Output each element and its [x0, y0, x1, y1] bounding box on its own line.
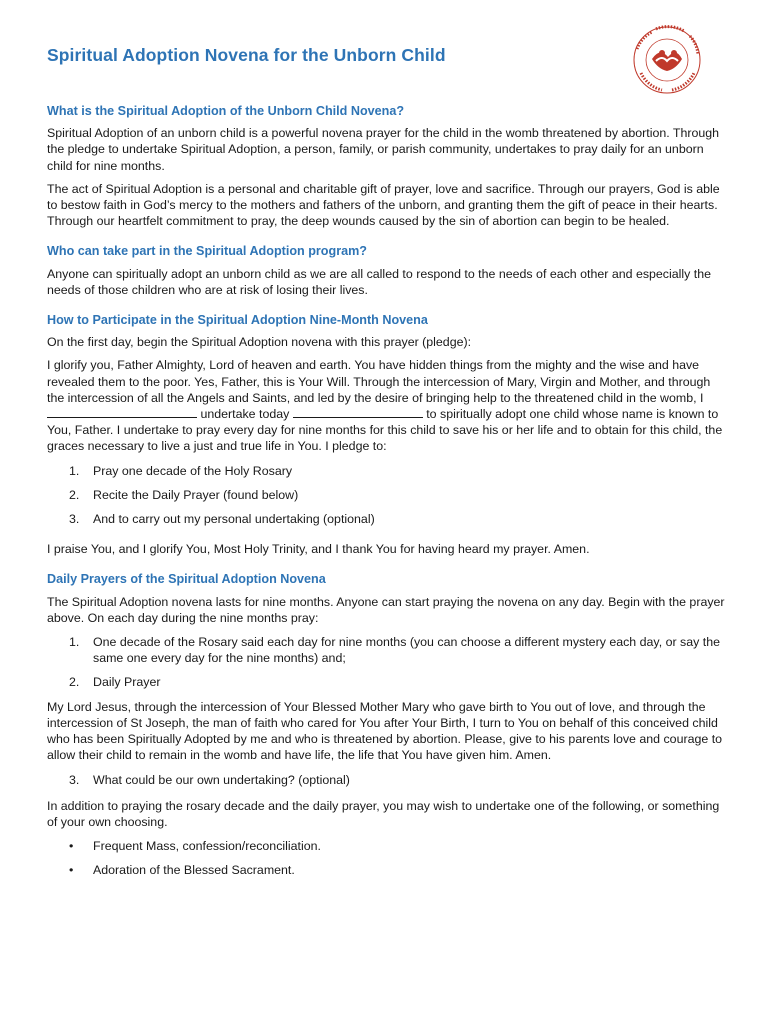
section-heading-what-is: What is the Spiritual Adoption of the Unborn Child Novena?	[47, 104, 405, 118]
pledge-prayer-part-b: undertake today	[200, 407, 290, 422]
list-item: • Frequent Mass, confession/reconciliation.	[69, 839, 321, 854]
pledge-prayer-part-a: I glorify you, Father Almighty, Lord of heaven and earth. You have hidden things from the mighty and the wise and have revealed them to the poor. Yes, Father, this is Your Will. Through the intercession of Mary, Virgin and Mother, and through the intercession of all the Angels and Saints, and led by the desire of bringing help to the threatened child in the womb, I	[47, 358, 711, 405]
list-item: 1. Pray one decade of the Holy Rosary	[69, 463, 293, 478]
section-heading-how-to: How to Participate in the Spiritual Adoption Nine-Month Novena	[47, 313, 428, 328]
paragraph-addition: In addition to praying the rosary decade and the daily prayer, you may wish to undertake one of the following, or something of your own choosing.	[47, 798, 720, 829]
paragraph-definition: Spiritual Adoption of an unborn child is a powerful novena prayer for the child in the womb threatened by abortion. Through the pledge to undertake Spiritual Adoption, a person, family, or parish community, undertakes to pray daily for an unborn child for nine months.	[47, 126, 720, 173]
name-blank-line[interactable]	[47, 406, 197, 418]
paragraph-praise: I praise You, and I glorify You, Most Holy Trinity, and I thank You for having heard my prayer. Amen.	[47, 542, 590, 557]
date-blank-line[interactable]	[293, 406, 423, 418]
list-item: 2. Daily Prayer	[69, 675, 161, 690]
section-heading-who-can: Who can take part in the Spiritual Adoption program?	[47, 244, 367, 259]
pledge-prayer-part-c: to spiritually adopt one child whose name is known to You, Father. I undertake to pray every day for nine months for this child to save his or her life and to obtain for this child, the graces necessary to live a just and true life in You. I pledge to:	[47, 407, 723, 454]
paragraph-gift: The act of Spiritual Adoption is a personal and charitable gift of prayer, love and sacrifice. Through our prayers, God is able to bestow faith in God’s mercy to the mothers and fathers of the unborn, and granting them the gift of peace in their hearts. Through our heartfelt commitment to pray, the deep wounds caused by the sin of abortion can begin to be healed.	[47, 181, 720, 229]
page-title: Spiritual Adoption Novena for the Unborn Child	[47, 45, 446, 65]
pledge-prayer	[47, 357, 727, 454]
daily-list	[47, 634, 727, 691]
document-body	[47, 103, 727, 887]
undertaking-list	[47, 772, 727, 788]
list-item: • Adoration of the Blessed Sacrament.	[69, 863, 295, 878]
paragraph-anyone: Anyone can spiritually adopt an unborn child as we are all called to respond to the needs of each other and especially the needs of those children who are at risk of losing their lives.	[47, 266, 712, 297]
paragraph-novena-duration: The Spiritual Adoption novena lasts for nine months. Anyone can start praying the novena on any day. Begin with the prayer above. On each day during the nine months pray:	[47, 594, 725, 625]
undertaking-bullets	[47, 838, 727, 878]
section-heading-daily-prayers: Daily Prayers of the Spiritual Adoption Novena	[47, 572, 326, 587]
list-item: 3. And to carry out my personal undertaking (optional)	[69, 512, 375, 527]
apostolate-logo-icon	[632, 25, 702, 95]
list-item: 2. Recite the Daily Prayer (found below)	[69, 487, 299, 502]
list-item: 3. What could be our own undertaking? (optional)	[69, 772, 350, 787]
list-item: 1. One decade of the Rosary said each day for nine months (you can choose a different mystery each day, or say the same one every day for the nine months) and;	[69, 635, 720, 666]
daily-prayer-text: My Lord Jesus, through the intercession of Your Blessed Mother Mary who gave birth to You out of love, and through the intercession of St Joseph, the man of faith who cared for You after Your Birth, I turn to You on behalf of this conceived child who has been Spiritually Adopted by me and who is threatened by abortion. Please, give to his parents love and courage to allow their child to remain in the womb and have life, the life that You have given him. Amen.	[47, 699, 723, 763]
pledge-list	[47, 463, 727, 528]
paragraph-first-day: On the first day, begin the Spiritual Adoption novena with this prayer (pledge):	[47, 335, 472, 350]
